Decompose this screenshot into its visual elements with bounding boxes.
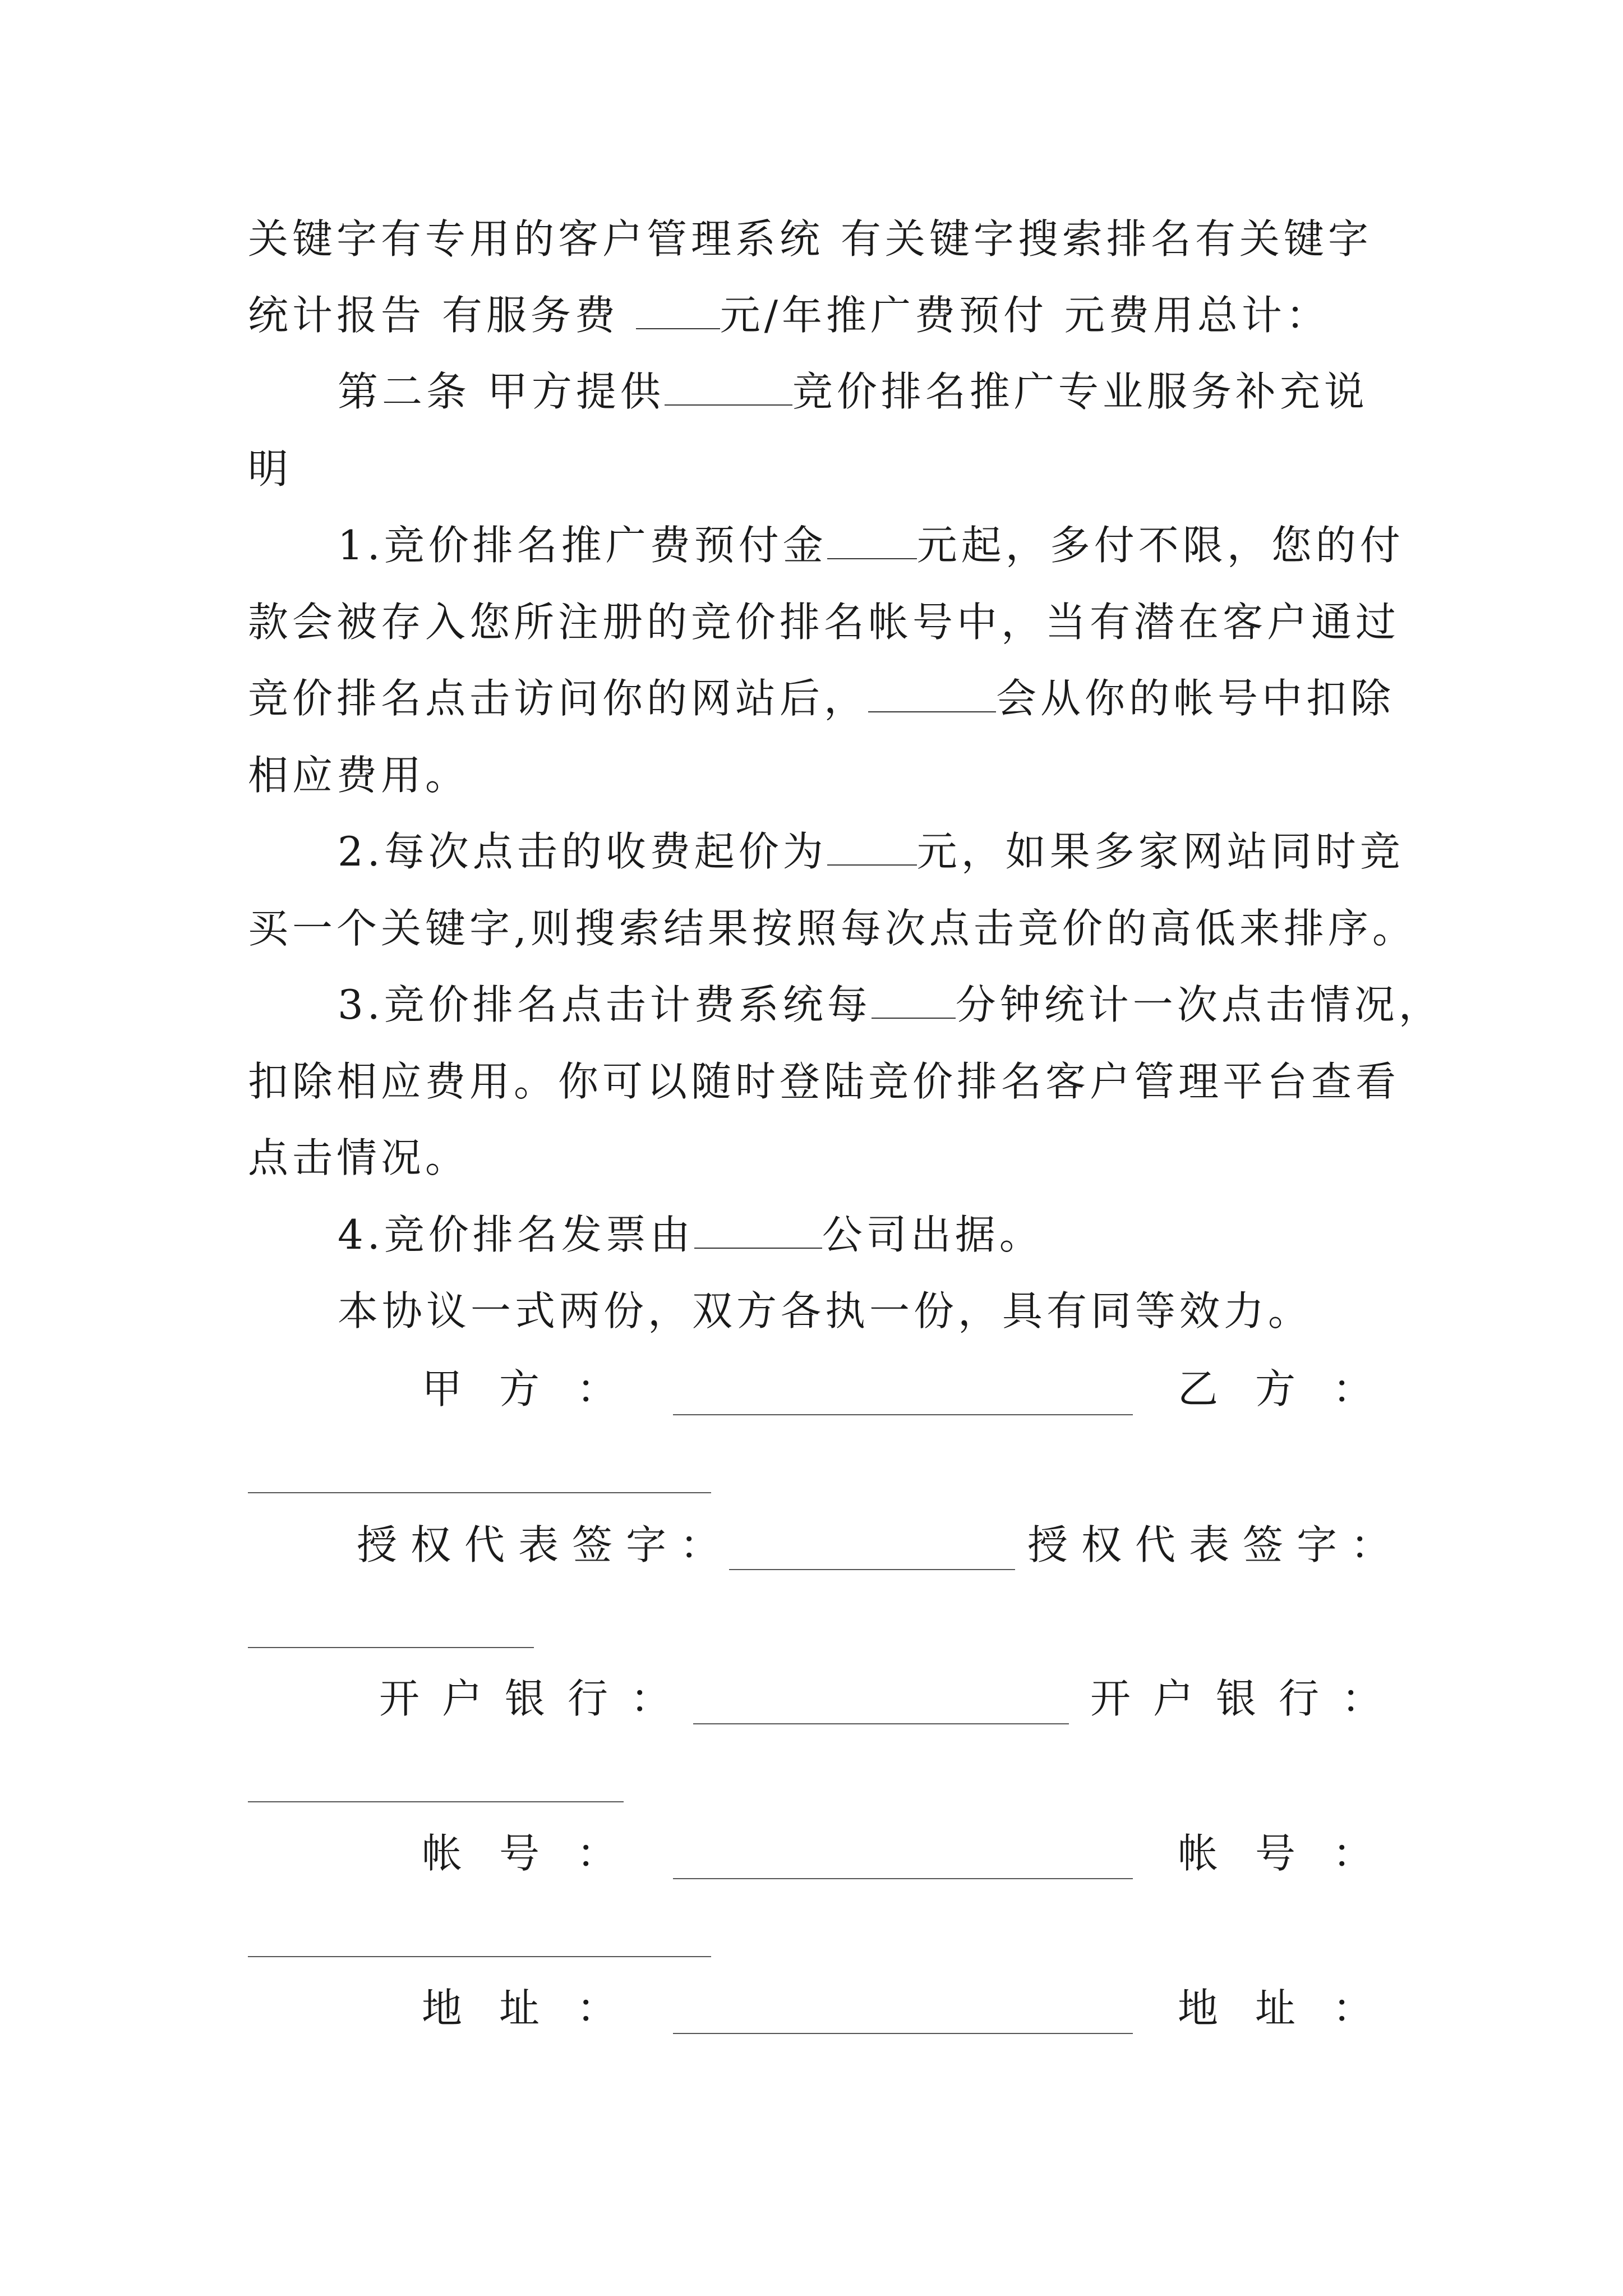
fill-blank [636, 293, 720, 329]
address-a-line [673, 2033, 1133, 2034]
list-item-text: 3.竞价排名点击计费系统每 [338, 981, 872, 1028]
paragraph-text: 会从你的帐号中扣除 [996, 675, 1395, 722]
list-item-text: 4.竞价排名发票由 [338, 1211, 694, 1258]
auth-b-label: 授权代表签字： [1027, 1521, 1405, 1568]
paragraph-line [248, 673, 1395, 724]
bank-a-line [693, 1723, 1069, 1724]
paragraph-line [248, 213, 1372, 265]
list-item [338, 979, 1443, 1030]
paragraph-line [248, 903, 1417, 954]
auth-a-label: 授权代表签字： [357, 1521, 734, 1568]
article-text: 竞价排名推广专业服务补充说 [792, 368, 1368, 415]
list-item-text: 2.每次点击的收费起价为 [338, 828, 827, 875]
paragraph-line [248, 596, 1400, 648]
paragraph-line [248, 1132, 469, 1184]
paragraph-text: 竞价排名点击访问你的网站后， [248, 675, 869, 722]
account-b-label: 帐号： [1178, 1830, 1410, 1877]
party-b-label: 乙方： [1178, 1365, 1410, 1412]
closing-statement [338, 1285, 1312, 1337]
paragraph-line [248, 443, 292, 495]
article-heading [338, 366, 1368, 417]
list-item [338, 1209, 1044, 1260]
list-item-text: 元，如果多家网站同时竞 [916, 828, 1404, 875]
fill-blank [665, 370, 792, 406]
signature-row-bank [0, 1673, 1623, 1724]
party-a-signature-line [673, 1414, 1133, 1415]
bank-b-line [248, 1801, 624, 1802]
fill-blank [868, 677, 996, 712]
paragraph-text: 款会被存入您所注册的竞价排名帐号中，当有潜在客户通过 [248, 599, 1400, 646]
list-item [338, 826, 1404, 877]
list-item [338, 519, 1404, 571]
bank-a-label: 开户银行： [379, 1675, 694, 1722]
paragraph-line [248, 749, 469, 801]
list-item-text: 分钟统计一次点击情况， [955, 981, 1443, 1028]
paragraph-line [248, 289, 1330, 341]
account-b-line [248, 1956, 711, 1957]
fill-blank [694, 1213, 822, 1249]
paragraph-text: 相应费用。 [248, 752, 470, 799]
party-a-label: 甲方： [422, 1365, 654, 1412]
signature-row-address [0, 1982, 1623, 2034]
auth-b-signature-line [248, 1647, 534, 1648]
fill-blank [872, 983, 956, 1019]
paragraph-text: 关键字有专用的客户管理系统 有关键字搜索排名有关键字 [248, 215, 1372, 263]
party-b-signature-line [248, 1492, 711, 1493]
address-b-label: 地址： [1178, 1985, 1410, 2032]
fill-blank [827, 523, 917, 559]
account-a-line [673, 1878, 1133, 1879]
auth-a-signature-line [729, 1569, 1015, 1570]
paragraph-text: 元/年推广费预付 元费用总计： [720, 292, 1330, 339]
signature-row-account [0, 1828, 1623, 1879]
paragraph-text: 买一个关键字,则搜索结果按照每次点击竞价的高低来排序。 [248, 905, 1417, 952]
paragraph-text: 统计报告 有服务费 [248, 292, 636, 339]
paragraph-text: 扣除相应费用。你可以随时登陆竞价排名客户管理平台查看 [248, 1058, 1400, 1105]
paragraph-text: 明 [248, 445, 293, 493]
paragraph-line [248, 1056, 1400, 1107]
signature-row-authorized [0, 1519, 1623, 1571]
list-item-text: 公司出据。 [822, 1211, 1044, 1258]
list-item-text: 元起，多付不限，您的付 [916, 522, 1404, 569]
signature-row-party [0, 1363, 1623, 1415]
fill-blank [827, 830, 917, 866]
article-title: 第二条 甲方提供 [338, 368, 665, 415]
bank-b-label: 开户银行： [1090, 1675, 1405, 1722]
closing-text: 本协议一式两份，双方各执一份，具有同等效力。 [338, 1287, 1313, 1335]
address-a-label: 地址： [422, 1985, 654, 2032]
account-a-label: 帐号： [422, 1830, 654, 1877]
list-item-text: 1.竞价排名推广费预付金 [338, 522, 827, 569]
paragraph-text: 点击情况。 [248, 1134, 470, 1181]
